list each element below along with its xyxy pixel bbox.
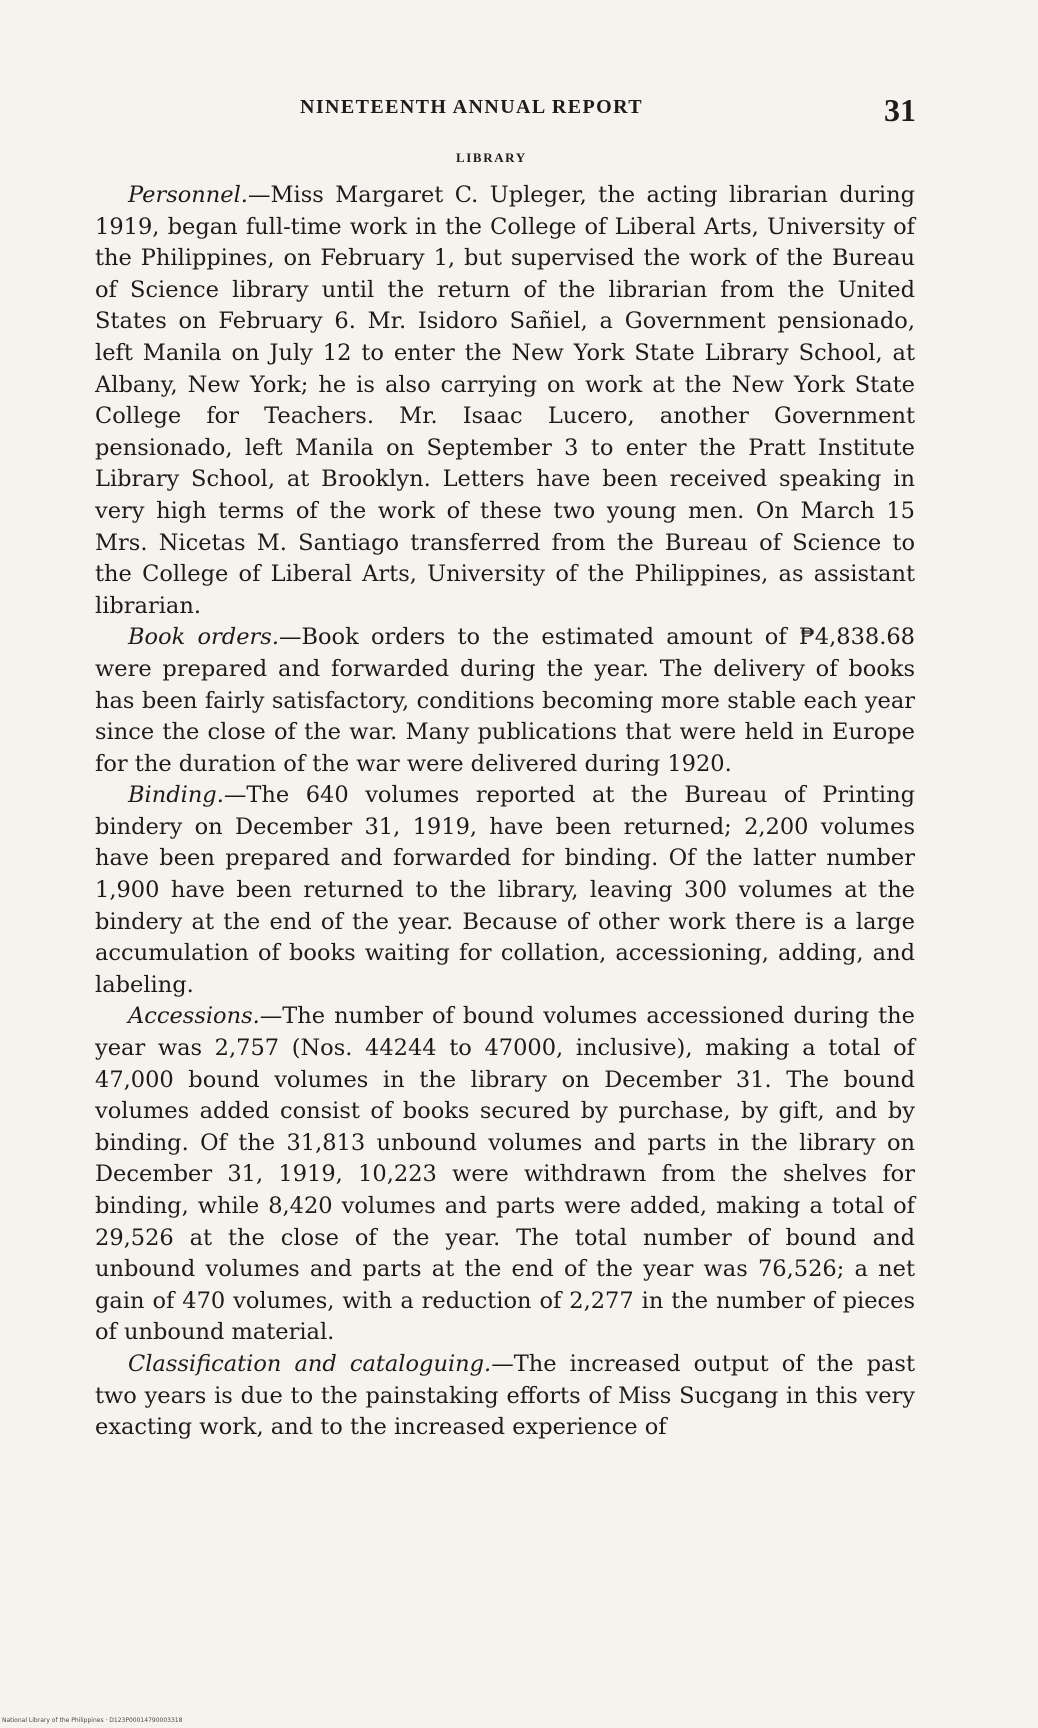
page-number: 31 [884, 92, 916, 128]
paragraph-personnel [95, 180, 915, 622]
paragraph-heading: Accessions. [128, 1003, 260, 1030]
paragraph-book-orders [95, 622, 915, 780]
running-head: NINETEENTH ANNUAL REPORT [300, 96, 643, 118]
scan-footer: National Library of the Philippines · D123P00014790003318 [2, 1717, 183, 1724]
paragraph-accessions [95, 1001, 915, 1349]
paragraph-text: —The increased output of the past two years is due to the painstaking efforts of Miss Sucgang in this very exacting work, and to the increased experience of [95, 1350, 915, 1441]
paragraph-heading: Personnel. [128, 182, 248, 208]
paragraph-heading: Binding. [128, 782, 224, 809]
section-title: LIBRARY [456, 150, 527, 165]
paragraph-text: —The 640 volumes reported at the Bureau of Printing bindery on December 31, 1919, have been returned; 2,200 volumes have been prepared and forwarded for binding. Of the latter number 1,900 have been returned to the library, leaving 300 volumes at the bindery at the end of the year. Because of other work there is a large accumulation of books waiting for collation, accessioning, adding, and labeling. [95, 782, 915, 998]
paragraph-binding [95, 780, 915, 1001]
paragraph-heading: Book orders. [128, 624, 279, 651]
body-text [95, 180, 915, 1444]
paragraph-classification [95, 1349, 915, 1444]
paragraph-text: —The number of bound volumes accessioned during the year was 2,757 (Nos. 44244 to 47000, inclusive), making a total of 47,000 bound volumes in the library on December 31. The bound volumes added consist of books secured by purchase, by gift, and by binding. Of the 31,813 unbound volumes and parts in the library on December 31, 1919, 10,223 were withdrawn from the shelves for binding, while 8,420 volumes and parts were added, making a total of 29,526 at the close of the year. The total number of bound and unbound volumes and parts at the end of the year was 76,526; a net gain of 470 volumes, with a reduction of 2,277 in the number of pieces of unbound material. [95, 1003, 915, 1346]
paragraph-text: —Book orders to the estimated amount of ₱4,838.68 were prepared and forwarded during the year. The delivery of books has been fairly satisfactory, conditions becoming more stable each year since the close of the war. Many publications that were held in Europe for the duration of the war were delivered during 1920. [95, 624, 915, 777]
paragraph-text: —Miss Margaret C. Upleger, the acting librarian during 1919, began full-time work in the College of Liberal Arts, University of the Philippines, on February 1, but supervised the work of the Bureau of Science library until the return of the librarian from the United States on February 6. Mr. Isidoro Sañiel, a Government pensionado, left Manila on July 12 to enter the New York State Library School, at Albany, New York; he is also carrying on work at the New York State College for Teachers. Mr. Isaac Lucero, another Government pensionado, left Manila on September 3 to enter the Pratt Institute Library School, at Brooklyn. Letters have been received speaking in very high terms of the work of these two young men. On March 15 Mrs. Nicetas M. Santiago transferred from the Bureau of Science to the College of Liberal Arts, University of the Philippines, as assistant librarian. [95, 182, 915, 619]
paragraph-heading: Classification and cataloguing. [128, 1350, 492, 1377]
